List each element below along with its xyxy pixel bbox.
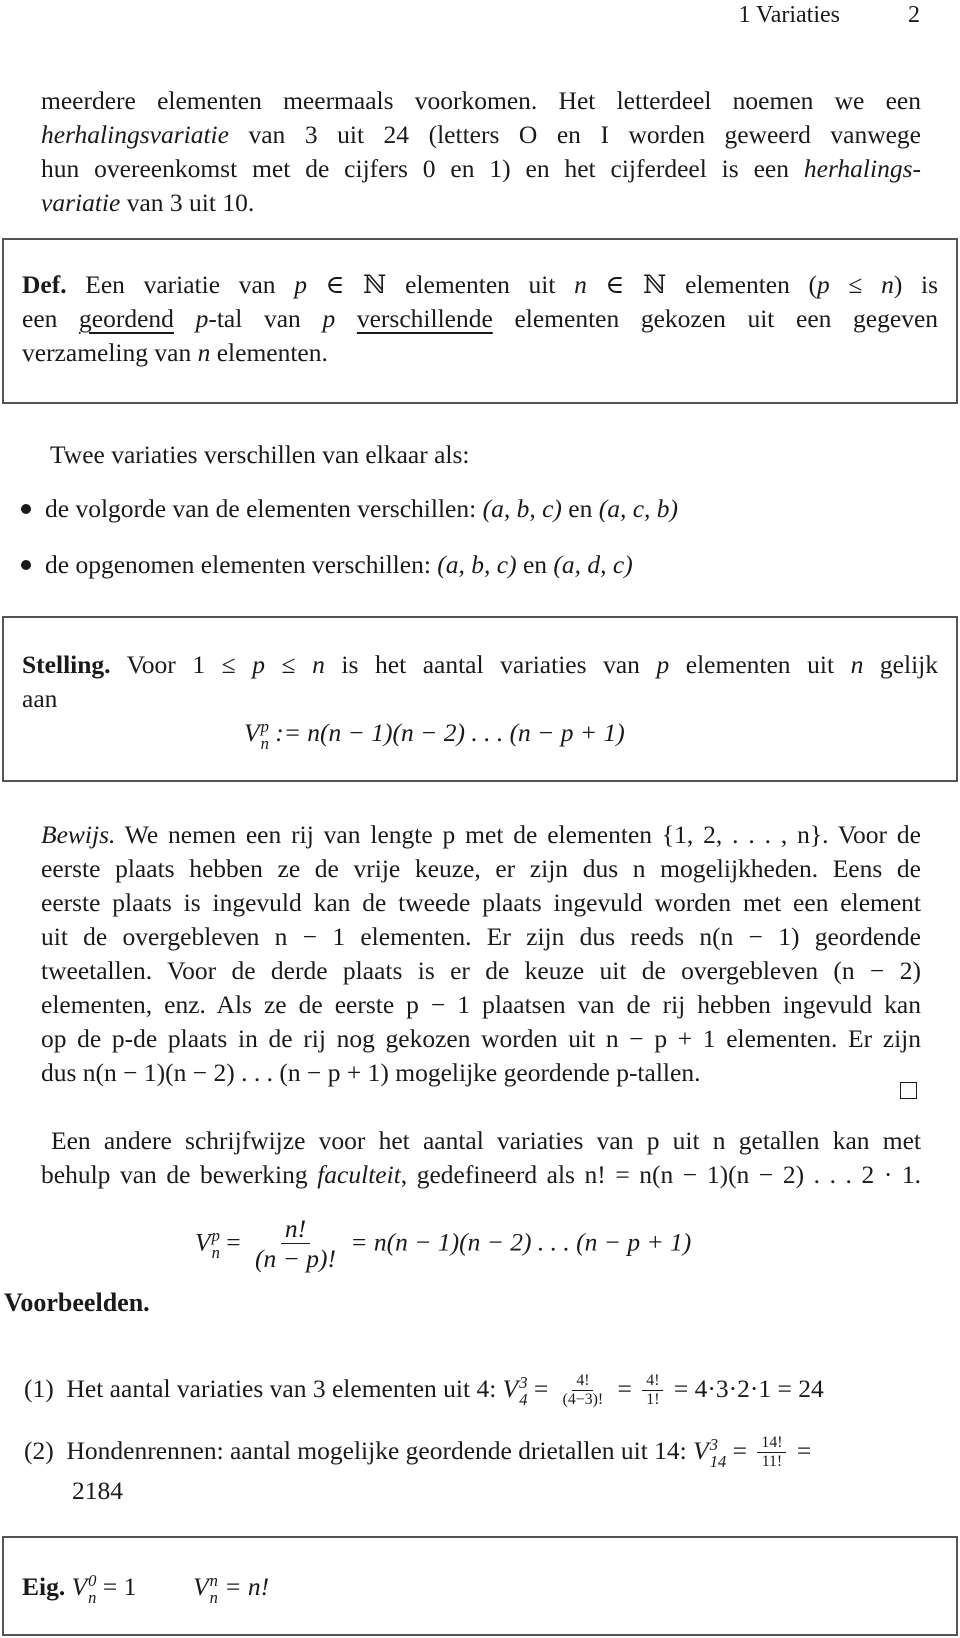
theorem-box xyxy=(2,616,958,782)
qed-square-icon xyxy=(900,1082,917,1099)
factorial-formula xyxy=(195,1214,691,1275)
subscript: 14 xyxy=(709,1452,727,1472)
math-var: p xyxy=(252,650,265,679)
math-var: n xyxy=(881,270,894,299)
example-item xyxy=(24,1372,824,1410)
definition-line xyxy=(22,336,938,370)
math-expression: = 4·3·2·1 = 24 xyxy=(667,1374,824,1403)
math-tuple: (a, b, c) xyxy=(482,494,562,523)
superscript: 0 xyxy=(88,1570,97,1590)
math-var: p xyxy=(173,304,209,333)
fraction xyxy=(642,1372,663,1410)
math-V: V xyxy=(693,1436,709,1465)
example-continuation: 2184 xyxy=(72,1476,123,1505)
text: elementen gekozen uit een gegeven xyxy=(492,304,939,333)
text: meerdere elementen meermaals voorkomen. Het letterdeel noemen we een xyxy=(41,86,921,115)
text: van 3 uit 10. xyxy=(120,188,255,217)
math-scripts xyxy=(210,1572,218,1607)
intro-paragraph xyxy=(41,84,921,220)
text: verzameling van xyxy=(22,338,198,367)
equals: = xyxy=(219,1227,247,1257)
numerator: 14! xyxy=(757,1434,786,1453)
proof-paragraph xyxy=(41,818,921,1090)
equals: = xyxy=(611,1374,639,1403)
math-V: V xyxy=(71,1572,88,1601)
theorem-line: aan xyxy=(22,684,58,713)
proof-line: uit de overgebleven n − 1 elementen. Er zijn dus reeds n(n − 1) geordende xyxy=(41,922,921,951)
text xyxy=(335,304,357,333)
math-scripts xyxy=(212,1227,220,1262)
definition-label: Def. xyxy=(22,270,67,299)
theorem-label: Stelling. xyxy=(22,650,111,679)
text: We nemen een rij van lengte p met de elementen {1, 2, . . . , n}. Voor de xyxy=(115,820,921,849)
proof-line xyxy=(41,818,921,852)
text: Voor 1 ≤ xyxy=(110,650,253,679)
factorial-line xyxy=(41,1124,921,1158)
running-header xyxy=(0,0,920,30)
page-number: 2 xyxy=(908,2,920,28)
term-faculteit: faculteit xyxy=(317,1160,401,1189)
text: , gedefineerd als n! = n(n − 1)(n − 2) . . . 2 · 1. xyxy=(400,1160,922,1189)
equals: = xyxy=(790,1436,812,1465)
example-number: (2) xyxy=(24,1436,54,1465)
intro-line xyxy=(41,152,921,186)
superscript: 3 xyxy=(709,1434,718,1454)
fraction xyxy=(251,1214,340,1275)
underlined-verschillende: verschillende xyxy=(356,304,493,333)
examples-title: Voorbeelden. xyxy=(4,1288,150,1317)
math-V: V xyxy=(502,1374,519,1403)
intro-line xyxy=(41,84,921,118)
text: ) is xyxy=(893,270,938,299)
example-number: (1) xyxy=(24,1374,54,1403)
proof-line: eerste plaats hebben ze de vrije keuze, er zijn dus n mogelijkheden. Eens de xyxy=(41,854,921,883)
denominator: 1! xyxy=(646,1391,660,1409)
math-scripts xyxy=(710,1436,727,1471)
subscript: 4 xyxy=(519,1390,528,1410)
theorem-line xyxy=(22,648,938,682)
math-expression: = 1 xyxy=(96,1572,137,1601)
definition-line xyxy=(22,268,938,302)
numerator: 4! xyxy=(572,1372,593,1391)
term-variatie: variatie xyxy=(41,188,121,217)
text: en xyxy=(561,494,599,523)
fraction xyxy=(559,1372,608,1410)
math-V: V xyxy=(193,1572,209,1601)
factorial-paragraph xyxy=(41,1124,921,1192)
fraction xyxy=(757,1434,786,1472)
numerator: 4! xyxy=(642,1372,663,1391)
text: gelijk xyxy=(863,650,938,679)
list-item xyxy=(21,548,633,582)
proof-line: elementen, enz. Als ze de eerste p − 1 plaatsen van de rij hebben ingevuld kan xyxy=(41,990,921,1019)
text: Het aantal variaties van 3 elementen uit 4: xyxy=(66,1374,503,1403)
definition-box xyxy=(2,238,958,404)
math-V: V xyxy=(195,1227,211,1257)
list-item xyxy=(21,492,678,526)
text: ∈ ℕ elementen uit xyxy=(306,270,575,299)
text: hun overeenkomst met de cijfers 0 en 1) en het cijferdeel is een xyxy=(41,154,804,183)
bullet-icon xyxy=(21,560,31,570)
math-tuple: (a, b, c) xyxy=(437,550,517,579)
intro-line xyxy=(41,186,921,220)
section-title: 1 Variaties xyxy=(738,2,840,28)
denominator: 11! xyxy=(761,1453,783,1471)
subscript: n xyxy=(209,1588,218,1608)
math-var: p xyxy=(294,270,307,299)
superscript: n xyxy=(209,1570,218,1590)
math-V: V xyxy=(244,718,260,747)
text: Een andere schrijfwijze voor het aantal variaties van p uit n getallen kan met xyxy=(51,1126,921,1155)
text: ∈ ℕ elementen ( xyxy=(586,270,817,299)
equals: = xyxy=(726,1436,754,1465)
text: elementen uit xyxy=(669,650,851,679)
subscript: n xyxy=(260,734,269,754)
proof-line: op de p-de plaats in de rij nog gekozen worden uit n − p + 1 elementen. Er zijn xyxy=(41,1024,921,1053)
math-tuple: (a, d, c) xyxy=(553,550,633,579)
text: de opgenomen elementen verschillen: xyxy=(45,550,438,579)
subscript: n xyxy=(88,1588,97,1608)
math-var: p xyxy=(817,270,830,299)
proof-label: Bewijs. xyxy=(41,820,116,849)
denominator: (4−3)! xyxy=(562,1391,604,1409)
text: de volgorde van de elementen verschillen: xyxy=(45,494,483,523)
proof-line: dus n(n − 1)(n − 2) . . . (n − p + 1) mogelijke geordende p-tallen. xyxy=(41,1058,701,1087)
subscript: n xyxy=(211,1243,220,1263)
numerator: n! xyxy=(281,1214,310,1244)
differences-intro: Twee variaties verschillen van elkaar als: xyxy=(50,440,470,469)
math-var: p xyxy=(656,650,670,679)
example-item xyxy=(24,1434,811,1472)
definition-line xyxy=(22,302,938,336)
math-var: n xyxy=(197,338,211,367)
math-tuple: (a, c, b) xyxy=(598,494,679,523)
text: Hondenrennen: aantal mogelijke geordende drietallen uit 14: xyxy=(66,1436,694,1465)
math-expression: := n(n − 1)(n − 2) . . . (n − p + 1) xyxy=(268,718,625,747)
term-herhalingsvariatie: herhalingsvariatie xyxy=(41,120,229,149)
text: ≤ xyxy=(264,650,313,679)
text: en xyxy=(516,550,554,579)
math-var: p xyxy=(322,304,336,333)
superscript: p xyxy=(211,1226,220,1246)
superscript: p xyxy=(260,716,269,736)
property-label: Eig. xyxy=(22,1572,66,1601)
text: behulp van de bewerking xyxy=(41,1160,318,1189)
superscript: 3 xyxy=(519,1372,528,1392)
math-scripts xyxy=(519,1374,527,1409)
math-var: n xyxy=(850,650,864,679)
math-var: n xyxy=(574,270,587,299)
text: van 3 uit 24 (letters O en I worden geweerd vanwege xyxy=(228,120,921,149)
text: is het aantal variaties van xyxy=(324,650,657,679)
equals: = xyxy=(527,1374,555,1403)
text: ≤ xyxy=(829,270,882,299)
property-box xyxy=(2,1536,958,1636)
proof-line: tweetallen. Voor de derde plaats is er de keuze uit de overgebleven (n − 2) xyxy=(41,956,921,985)
math-var: n xyxy=(312,650,325,679)
text: een xyxy=(22,304,80,333)
math-expression: = n(n − 1)(n − 2) . . . (n − p + 1) xyxy=(343,1227,692,1257)
bullet-icon xyxy=(21,504,31,514)
intro-line xyxy=(41,118,921,152)
text: Een variatie van xyxy=(85,270,295,299)
factorial-line xyxy=(41,1158,921,1192)
theorem-formula xyxy=(244,716,625,753)
text: -tal van xyxy=(208,304,323,333)
denominator: (n − p)! xyxy=(255,1244,336,1274)
math-scripts xyxy=(261,718,269,753)
term-herhalings: herhalings- xyxy=(803,154,921,183)
math-expression: = n! xyxy=(217,1572,270,1601)
text: elementen. xyxy=(210,338,328,367)
proof-line: eerste plaats is ingevuld kan de tweede plaats ingevuld worden met een element xyxy=(41,888,921,917)
underlined-geordend: geordend xyxy=(79,304,174,333)
